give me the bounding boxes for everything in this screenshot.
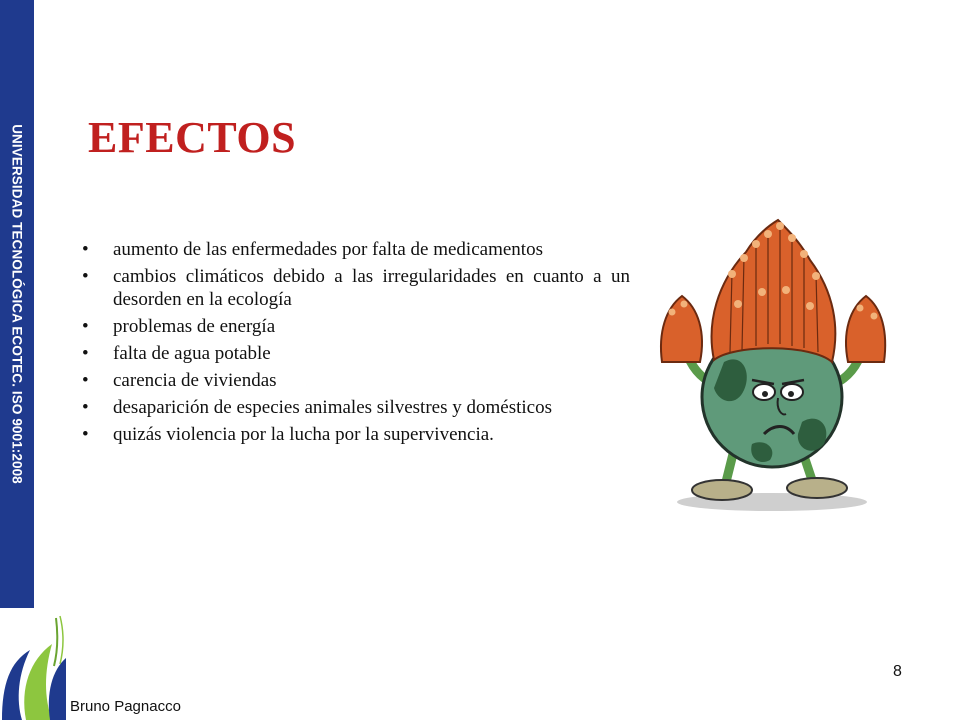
- page-number: 8: [893, 663, 902, 680]
- list-item-text: desaparición de especies animales silvestres y domésticos: [113, 397, 552, 418]
- list-item-text: falta de agua potable: [113, 343, 271, 364]
- bullet-icon: •: [82, 424, 89, 445]
- bullet-icon: •: [82, 343, 89, 364]
- sidebar-band: [0, 0, 34, 608]
- bullet-icon: •: [82, 316, 89, 337]
- list-item: [82, 238, 630, 261]
- slide-title: EFECTOS: [88, 113, 297, 162]
- list-item: [82, 342, 630, 365]
- bullet-icon: •: [82, 239, 89, 260]
- bullet-icon: •: [82, 370, 89, 391]
- effects-list: [82, 238, 630, 450]
- list-item-text: cambios climáticos debido a las irregularidades en cuanto a un desorden en la ecología: [113, 266, 630, 310]
- list-item-text: problemas de energía: [113, 316, 276, 337]
- list-item: [82, 396, 630, 419]
- university-logo: [0, 614, 68, 720]
- list-item-text: carencia de viviendas: [113, 370, 277, 391]
- bullet-icon: •: [82, 397, 89, 418]
- list-item-text: quizás violencia por la lucha por la supervivencia.: [113, 424, 494, 445]
- list-item-text: aumento de las enfermedades por falta de medicamentos: [113, 239, 543, 260]
- list-item: [82, 423, 630, 446]
- overpopulated-earth-illustration: [652, 212, 892, 517]
- list-item: [82, 315, 630, 338]
- author-name: Bruno Pagnacco: [70, 698, 181, 715]
- list-item: [82, 369, 630, 392]
- list-item: [82, 265, 630, 311]
- institution-label: UNIVERSIDAD TECNOLÓGICA ECOTEC. ISO 9001:2008: [9, 124, 25, 484]
- bullet-icon: •: [82, 266, 89, 287]
